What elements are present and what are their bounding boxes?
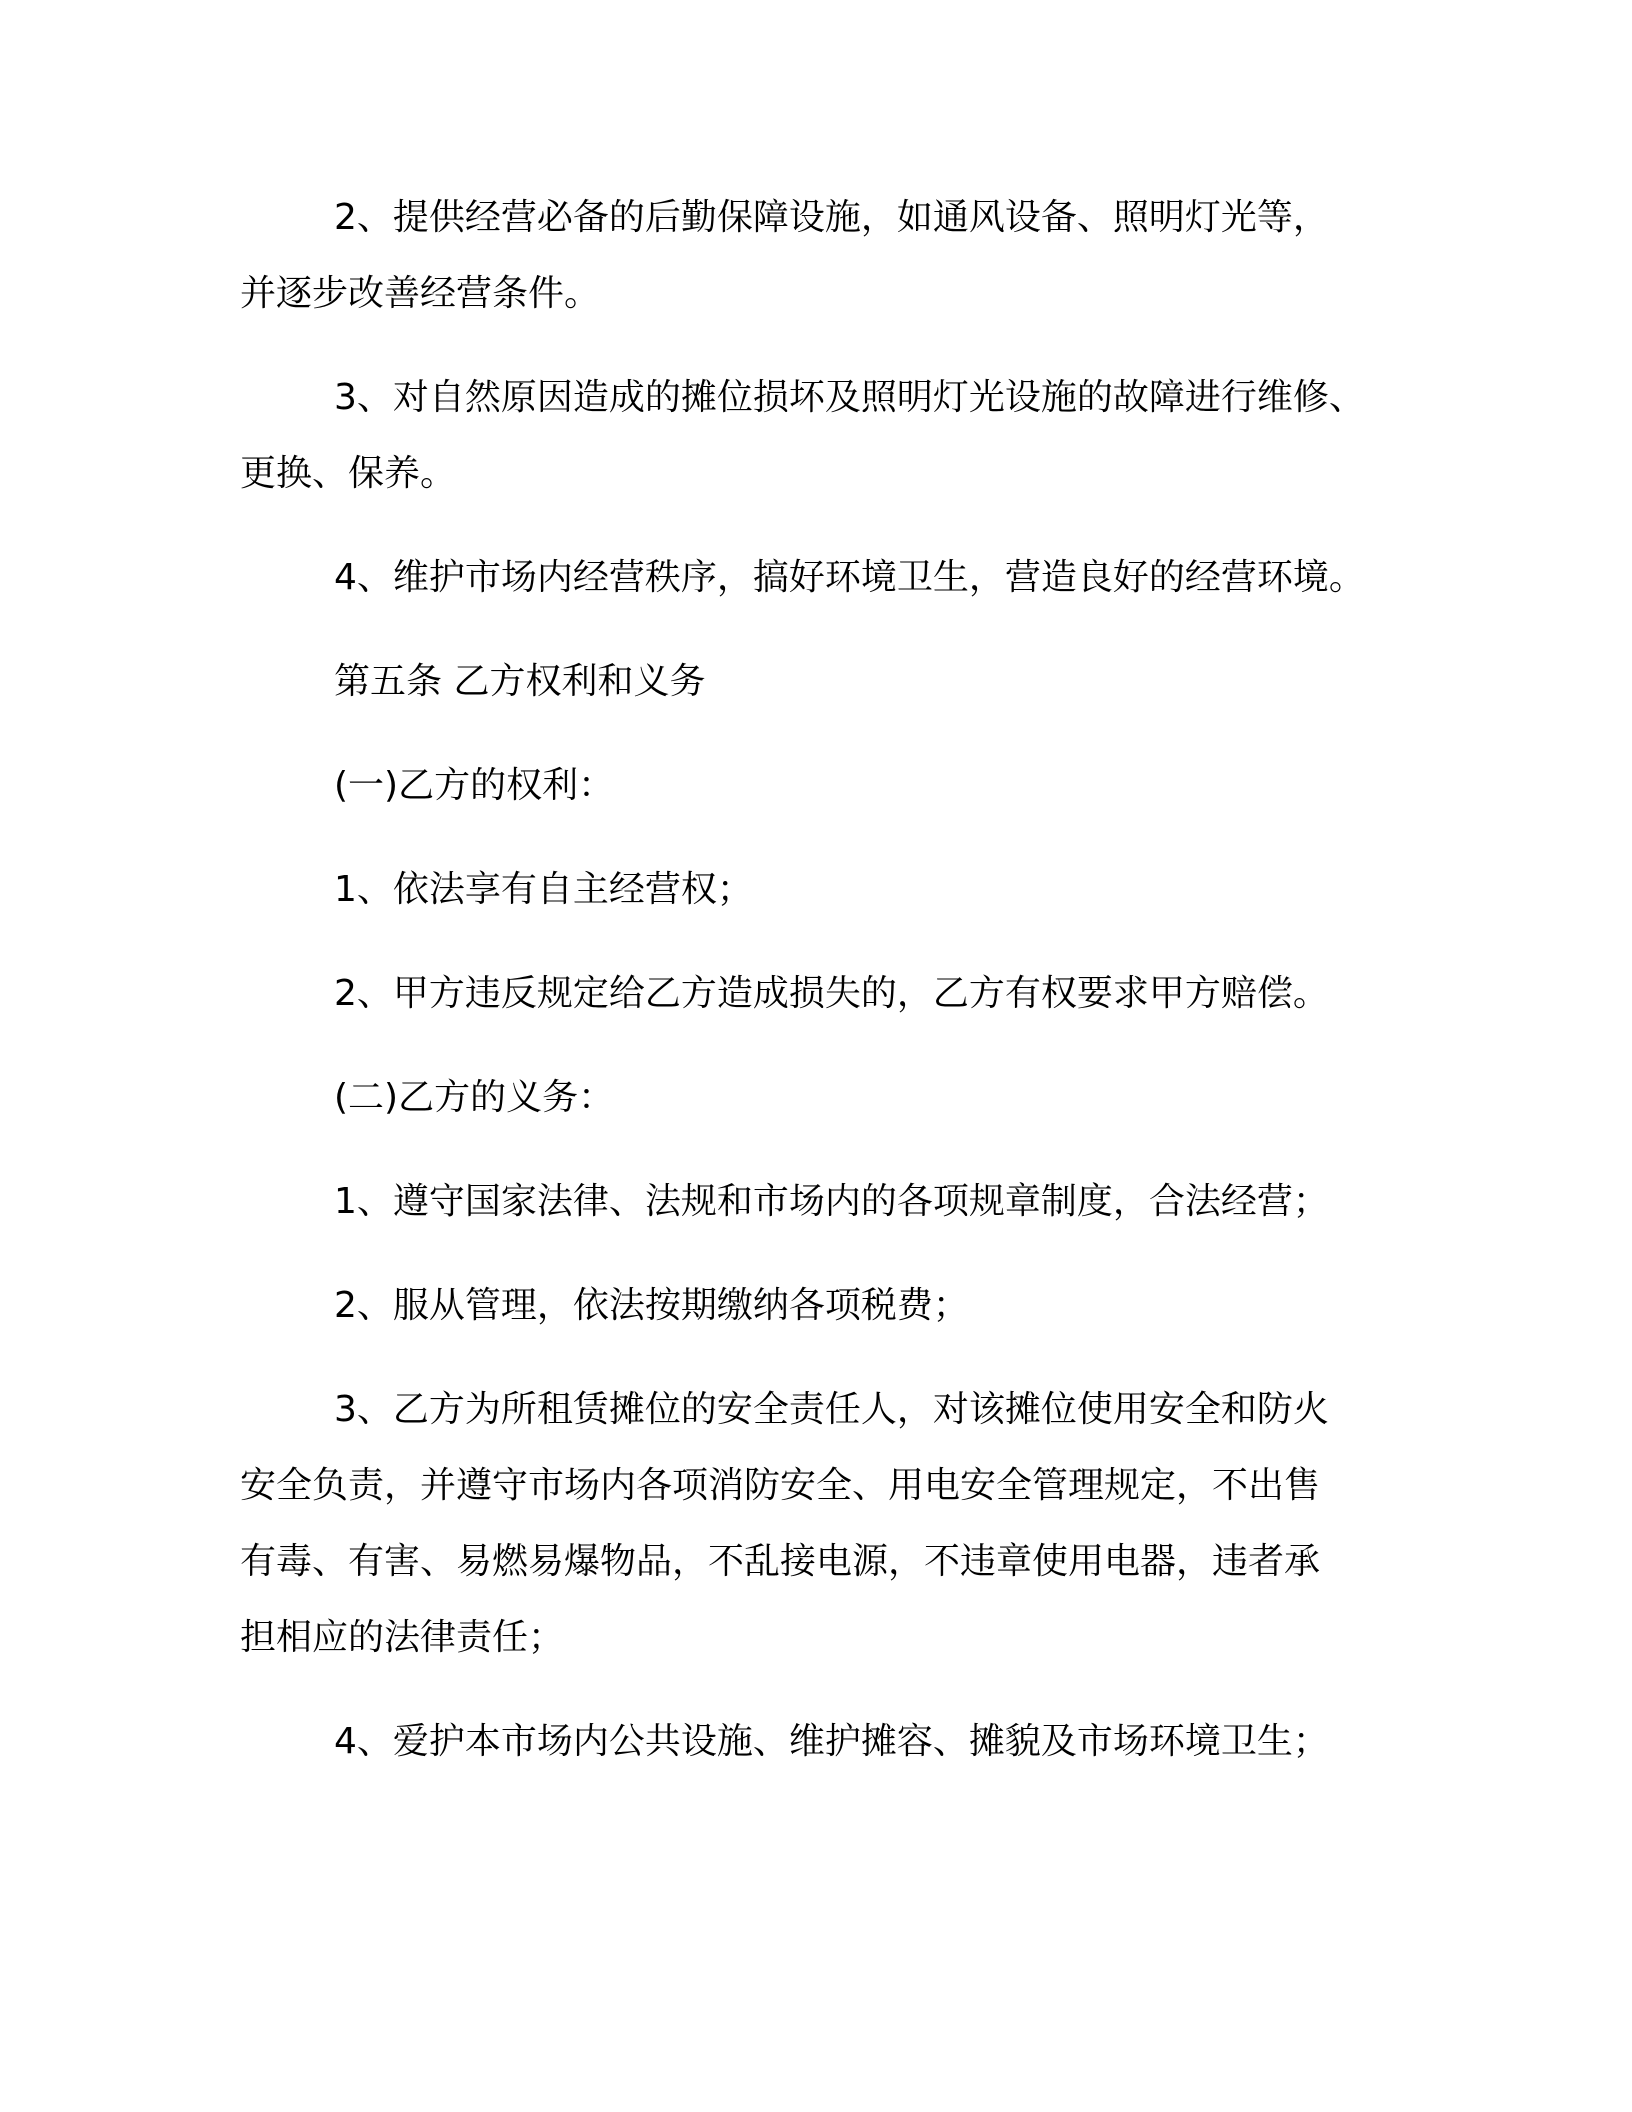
right-item-1: 1、依法享有自主经营权； <box>334 869 753 910</box>
right-item-2: 2、甲方违反规定给乙方造成损失的，乙方有权要求甲方赔偿。 <box>334 973 1329 1014</box>
duties-heading: (二)乙方的义务： <box>334 1077 615 1118</box>
duty-item-3-line-3: 有毒、有害、易燃易爆物品，不乱接电源，不违章使用电器，违者承 <box>240 1541 1321 1582</box>
duty-item-1: 1、遵守国家法律、法规和市场内的各项规章制度，合法经营； <box>334 1181 1329 1222</box>
paragraph-3-line-1: 3、对自然原因造成的摊位损坏及照明灯光设施的故障进行维修、 <box>334 377 1365 418</box>
paragraph-4: 4、维护市场内经营秩序，搞好环境卫生，营造良好的经营环境。 <box>334 557 1365 598</box>
paragraph-3-line-2: 更换、保养。 <box>240 453 457 494</box>
duty-item-3-line-2: 安全负责，并遵守市场内各项消防安全、用电安全管理规定，不出售 <box>240 1465 1321 1506</box>
duty-item-4: 4、爱护本市场内公共设施、维护摊容、摊貌及市场环境卫生； <box>334 1721 1329 1762</box>
paragraph-2-line-2: 并逐步改善经营条件。 <box>240 273 601 314</box>
duty-item-2: 2、服从管理，依法按期缴纳各项税费； <box>334 1285 969 1326</box>
rights-heading: (一)乙方的权利： <box>334 765 615 806</box>
paragraph-2-line-1: 2、提供经营必备的后勤保障设施，如通风设备、照明灯光等， <box>334 197 1329 238</box>
duty-item-3-line-1: 3、乙方为所租赁摊位的安全责任人，对该摊位使用安全和防火 <box>334 1389 1329 1430</box>
duty-item-3-line-4: 担相应的法律责任； <box>240 1617 565 1658</box>
article-5-heading: 第五条 乙方权利和义务 <box>334 661 706 702</box>
